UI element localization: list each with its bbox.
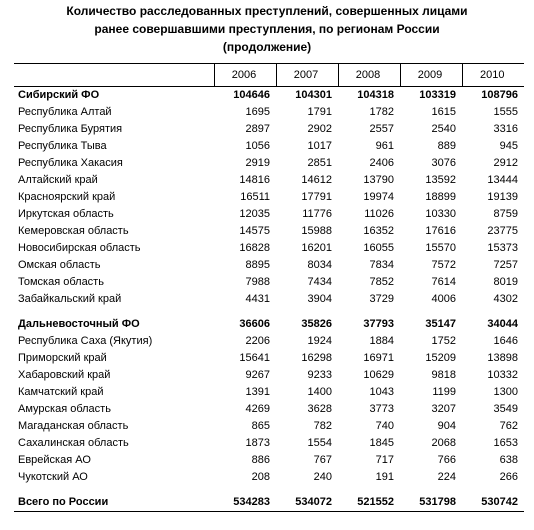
value-cell: 2897	[245, 123, 270, 135]
value-cell: 531798	[400, 494, 462, 512]
region-name: Дальневосточный ФО	[18, 318, 140, 330]
title-line-3: (продолжение)	[222, 40, 312, 54]
value-cell: 1752	[431, 335, 456, 347]
table-row	[14, 469, 524, 486]
value-cell: 10629	[363, 369, 394, 381]
header-year: 2009	[400, 64, 462, 87]
table-row	[14, 206, 524, 223]
table-row	[14, 435, 524, 452]
spacer-row	[14, 308, 524, 316]
value-cell: 7988	[245, 276, 270, 288]
value-cell: 3316	[493, 123, 518, 135]
value-cell: 2557	[369, 123, 394, 135]
value-cell: 266	[499, 471, 518, 483]
value-cell: 8895	[245, 259, 270, 271]
value-cell: 782	[313, 420, 332, 432]
value-cell: 886	[251, 454, 270, 466]
value-cell: 534072	[276, 494, 338, 512]
value-cell: 717	[375, 454, 394, 466]
value-cell: 766	[437, 454, 456, 466]
value-cell: 4302	[493, 293, 518, 305]
value-cell: 1791	[307, 106, 332, 118]
table-row-total	[14, 494, 524, 512]
value-cell: 1056	[245, 140, 270, 152]
value-cell: 15570	[425, 242, 456, 254]
value-cell: 14816	[239, 174, 270, 186]
value-cell: 35826	[301, 318, 332, 330]
value-cell: 16971	[363, 352, 394, 364]
value-cell: 1845	[369, 437, 394, 449]
value-cell: 8034	[307, 259, 332, 271]
value-cell: 12035	[239, 208, 270, 220]
value-cell: 1873	[245, 437, 270, 449]
value-cell: 2919	[245, 157, 270, 169]
table-row-total	[14, 87, 524, 105]
value-cell: 530742	[462, 494, 524, 512]
value-cell: 15209	[425, 352, 456, 364]
header-year: 2007	[276, 64, 338, 87]
value-cell: 1555	[493, 106, 518, 118]
header-year: 2010	[462, 64, 524, 87]
value-cell: 15373	[487, 242, 518, 254]
spacer-cell	[14, 308, 524, 316]
table-row	[14, 367, 524, 384]
value-cell: 521552	[338, 494, 400, 512]
value-cell: 11776	[302, 208, 332, 220]
table-row	[14, 240, 524, 257]
value-cell: 14575	[239, 225, 270, 237]
region-name: Сибирский ФО	[18, 89, 100, 101]
value-cell: 7257	[493, 259, 518, 271]
value-cell: 534283	[214, 494, 276, 512]
value-cell: 8759	[493, 208, 518, 220]
table-row	[14, 104, 524, 121]
region-name: Красноярский край	[18, 191, 116, 203]
table-row	[14, 138, 524, 155]
value-cell: 7852	[369, 276, 394, 288]
region-name: Республика Бурятия	[18, 123, 123, 135]
value-cell: 9267	[245, 369, 270, 381]
region-name: Приморский край	[18, 352, 107, 364]
value-cell: 2851	[307, 157, 332, 169]
table-row	[14, 121, 524, 138]
region-name: Алтайский край	[18, 174, 98, 186]
value-cell: 10332	[487, 369, 518, 381]
table-row	[14, 257, 524, 274]
value-cell: 11026	[364, 208, 394, 220]
region-name: Новосибирская область	[18, 242, 141, 254]
value-cell: 104301	[295, 89, 332, 101]
value-cell: 3773	[369, 403, 394, 415]
table-row	[14, 172, 524, 189]
value-cell: 103319	[419, 89, 456, 101]
value-cell: 16352	[363, 225, 394, 237]
table-row	[14, 223, 524, 240]
table-row	[14, 401, 524, 418]
value-cell: 9818	[431, 369, 456, 381]
spacer-row	[14, 486, 524, 494]
table-row	[14, 384, 524, 401]
value-cell: 191	[375, 471, 394, 483]
region-name: Республика Хакасия	[18, 157, 123, 169]
value-cell: 1300	[493, 386, 518, 398]
value-cell: 13898	[487, 352, 518, 364]
table-row	[14, 189, 524, 206]
value-cell: 108796	[481, 89, 518, 101]
value-cell: 7834	[369, 259, 394, 271]
value-cell: 7614	[431, 276, 456, 288]
value-cell: 16828	[239, 242, 270, 254]
value-cell: 945	[499, 140, 518, 152]
crime-statistics-table	[14, 63, 524, 512]
table-title	[0, 0, 534, 56]
value-cell: 904	[437, 420, 456, 432]
region-name: Сахалинская область	[18, 437, 129, 449]
value-cell: 1554	[307, 437, 332, 449]
value-cell: 1782	[369, 106, 394, 118]
value-cell: 1017	[307, 140, 332, 152]
region-name: Томская область	[18, 276, 104, 288]
table-row-total	[14, 316, 524, 333]
region-name: Иркутская область	[18, 208, 114, 220]
value-cell: 1695	[245, 106, 270, 118]
value-cell: 16055	[363, 242, 394, 254]
value-cell: 7434	[307, 276, 332, 288]
value-cell: 15641	[239, 352, 270, 364]
value-cell: 767	[313, 454, 332, 466]
value-cell: 16201	[301, 242, 332, 254]
table-row	[14, 274, 524, 291]
region-name: Амурская область	[18, 403, 111, 415]
value-cell: 2902	[307, 123, 332, 135]
region-name: Чукотский АО	[18, 471, 88, 483]
value-cell: 2406	[369, 157, 394, 169]
region-name: Всего по России	[14, 494, 214, 512]
value-cell: 14612	[301, 174, 332, 186]
table-row	[14, 418, 524, 435]
value-cell: 4269	[245, 403, 270, 415]
value-cell: 13790	[363, 174, 394, 186]
table-row	[14, 155, 524, 172]
region-name: Магаданская область	[18, 420, 129, 432]
value-cell: 17616	[425, 225, 456, 237]
spacer-cell	[14, 486, 524, 494]
value-cell: 1924	[307, 335, 332, 347]
value-cell: 16298	[301, 352, 332, 364]
header-year: 2008	[338, 64, 400, 87]
value-cell: 638	[499, 454, 518, 466]
value-cell: 17791	[301, 191, 332, 203]
value-cell: 10330	[425, 208, 456, 220]
region-name: Республика Тыва	[18, 140, 107, 152]
value-cell: 13592	[425, 174, 456, 186]
table-row	[14, 333, 524, 350]
region-name: Республика Алтай	[18, 106, 112, 118]
value-cell: 23775	[487, 225, 518, 237]
value-cell: 9233	[307, 369, 332, 381]
value-cell: 36606	[239, 318, 270, 330]
value-cell: 4006	[431, 293, 456, 305]
value-cell: 224	[437, 471, 456, 483]
region-name: Хабаровский край	[18, 369, 111, 381]
value-cell: 2206	[245, 335, 270, 347]
region-name: Омская область	[18, 259, 101, 271]
region-name: Еврейская АО	[18, 454, 91, 466]
value-cell: 889	[437, 140, 456, 152]
value-cell: 208	[251, 471, 270, 483]
value-cell: 3076	[431, 157, 456, 169]
region-name: Забайкальский край	[18, 293, 122, 305]
value-cell: 13444	[487, 174, 518, 186]
value-cell: 1400	[307, 386, 332, 398]
value-cell: 961	[375, 140, 394, 152]
value-cell: 1391	[245, 386, 270, 398]
value-cell: 37793	[363, 318, 394, 330]
value-cell: 740	[375, 420, 394, 432]
value-cell: 8019	[493, 276, 518, 288]
value-cell: 762	[499, 420, 518, 432]
header-year: 2006	[214, 64, 276, 87]
region-name: Кемеровская область	[18, 225, 129, 237]
value-cell: 2912	[493, 157, 518, 169]
value-cell: 4431	[245, 293, 270, 305]
value-cell: 19974	[363, 191, 394, 203]
table-row	[14, 452, 524, 469]
value-cell: 1646	[493, 335, 518, 347]
value-cell: 1199	[432, 386, 456, 398]
header-row	[14, 64, 524, 87]
value-cell: 865	[251, 420, 270, 432]
region-name: Республика Саха (Якутия)	[18, 335, 153, 347]
value-cell: 7572	[431, 259, 456, 271]
value-cell: 1884	[369, 335, 394, 347]
value-cell: 15988	[301, 225, 332, 237]
value-cell: 2068	[431, 437, 456, 449]
value-cell: 18899	[425, 191, 456, 203]
table-row	[14, 350, 524, 367]
value-cell: 16511	[240, 191, 270, 203]
value-cell: 3549	[493, 403, 518, 415]
value-cell: 1653	[493, 437, 518, 449]
value-cell: 2540	[431, 123, 456, 135]
header-region	[14, 64, 214, 87]
table-row	[14, 291, 524, 308]
value-cell: 104646	[233, 89, 270, 101]
value-cell: 3207	[431, 403, 456, 415]
value-cell: 3904	[307, 293, 332, 305]
value-cell: 35147	[425, 318, 456, 330]
value-cell: 34044	[487, 318, 518, 330]
value-cell: 1043	[369, 386, 394, 398]
value-cell: 104318	[357, 89, 394, 101]
title-line-1: Количество расследованных преступлений, совершенных лицами	[66, 4, 468, 18]
value-cell: 240	[313, 471, 332, 483]
value-cell: 3628	[307, 403, 332, 415]
title-line-2: ранее совершавшими преступления, по регионам России	[94, 22, 440, 36]
value-cell: 19139	[487, 191, 518, 203]
value-cell: 1615	[431, 106, 456, 118]
region-name: Камчатский край	[18, 386, 104, 398]
value-cell: 3729	[369, 293, 394, 305]
